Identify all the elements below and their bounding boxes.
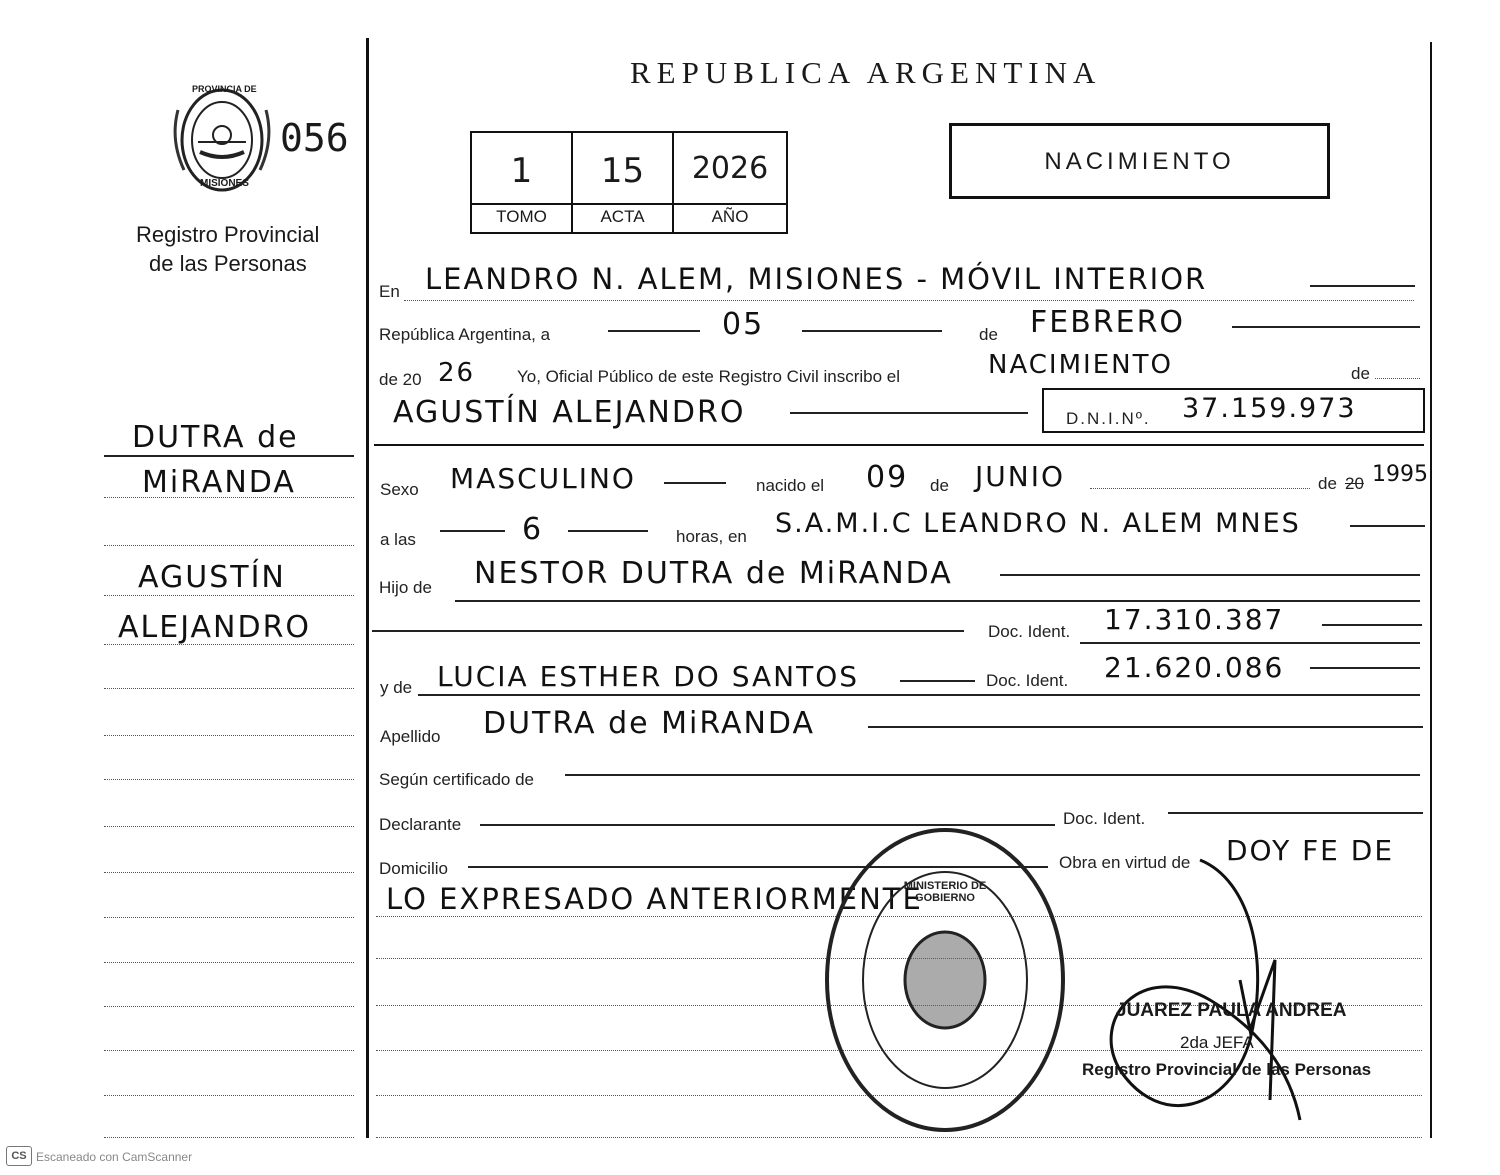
field-birth-place: S.A.M.I.C LEANDRO N. ALEM MNES bbox=[775, 508, 1301, 539]
label-hijo-de: Hijo de bbox=[379, 578, 432, 597]
label-sexo: Sexo bbox=[380, 480, 419, 499]
label-en: En bbox=[379, 282, 400, 301]
label-y-de: y de bbox=[380, 678, 413, 697]
label-de-birth-month: de bbox=[930, 476, 949, 495]
field-day: 05 bbox=[722, 307, 765, 342]
act-type-box bbox=[949, 123, 1330, 199]
field-birth-day: 09 bbox=[866, 460, 909, 495]
label-mother-doc: Doc. Ident. bbox=[986, 671, 1069, 690]
margin-surname-line2: MiRANDA bbox=[142, 465, 296, 500]
struck-20: 20 bbox=[1345, 474, 1364, 493]
field-mother-doc: 21.620.086 bbox=[1104, 651, 1285, 684]
field-apellido: DUTRA de MiRANDA bbox=[483, 706, 816, 741]
label-de-birth-year: de bbox=[1318, 474, 1337, 493]
field-year-suffix: 26 bbox=[438, 358, 476, 388]
tomo-label: TOMO bbox=[496, 207, 547, 226]
label-declarante-doc: Doc. Ident. bbox=[1063, 809, 1146, 828]
label-horas-en: horas, en bbox=[676, 527, 747, 546]
label-declarante: Declarante bbox=[379, 815, 462, 834]
margin-name-line2: ALEJANDRO bbox=[118, 610, 312, 645]
acta-label: ACTA bbox=[600, 207, 645, 226]
field-full-name: AGUSTÍN ALEJANDRO bbox=[393, 395, 746, 430]
right-page-edge bbox=[1430, 42, 1432, 1138]
field-father: NESTOR DUTRA de MiRANDA bbox=[474, 556, 953, 591]
field-mother: LUCIA ESTHER DO SANTOS bbox=[437, 660, 860, 693]
stamp-inner-text: MINISTERIO DE GOBIERNO bbox=[903, 880, 987, 904]
field-birth-month: JUNIO bbox=[975, 460, 1065, 493]
anio-value: 2026 bbox=[691, 151, 769, 186]
label-nacido: nacido el bbox=[756, 476, 825, 495]
act-type: NACIMIENTO bbox=[1044, 148, 1235, 175]
anio-label: AÑO bbox=[711, 207, 749, 226]
label-a-las: a las bbox=[380, 530, 416, 549]
label-dni: D.N.I.Nº. bbox=[1066, 409, 1151, 428]
page-number: 056 bbox=[280, 116, 349, 160]
margin-name-line1: AGUSTÍN bbox=[138, 560, 286, 595]
label-certificado: Según certificado de bbox=[379, 770, 534, 789]
scanner-text: Escaneado con CamScanner bbox=[36, 1150, 193, 1164]
field-event: NACIMIENTO bbox=[988, 350, 1173, 380]
label-domicilio: Domicilio bbox=[379, 859, 448, 878]
field-hour: 6 bbox=[522, 512, 544, 547]
tomo-value: 1 bbox=[510, 151, 533, 191]
scanner-badge: CS bbox=[6, 1146, 32, 1166]
label-de-event: de bbox=[1351, 364, 1370, 383]
record-number-box bbox=[470, 131, 788, 234]
label-de-month: de bbox=[979, 325, 998, 344]
acta-value: 15 bbox=[600, 151, 645, 191]
handwritten-signature bbox=[1100, 840, 1360, 1140]
registry-name-line2: de las Personas bbox=[149, 251, 307, 276]
field-place: LEANDRO N. ALEM, MISIONES - MÓVIL INTERIOR bbox=[425, 262, 1208, 296]
official-stamp bbox=[815, 820, 1075, 1140]
field-sexo: MASCULINO bbox=[450, 462, 636, 495]
label-father-doc: Doc. Ident. bbox=[988, 622, 1071, 641]
signatory-name: JUAREZ PAULA ANDREA bbox=[1116, 1000, 1347, 1021]
margin-surname-line1: DUTRA de bbox=[132, 420, 299, 455]
signatory-office: Registro Provincial de las Personas bbox=[1082, 1060, 1372, 1079]
label-obra: Obra en virtud de bbox=[1059, 853, 1191, 872]
provincial-seal bbox=[170, 80, 274, 200]
field-father-doc: 17.310.387 bbox=[1104, 603, 1285, 636]
margin-divider bbox=[366, 38, 369, 1138]
field-month: FEBRERO bbox=[1030, 305, 1186, 340]
field-obra-cont: LO EXPRESADO ANTERIORMENTE bbox=[386, 882, 923, 916]
field-obra: DOY FE DE bbox=[1226, 834, 1395, 867]
dni-box bbox=[1042, 388, 1425, 433]
label-yo-oficial: Yo, Oficial Público de este Registro Civil inscribo el bbox=[517, 367, 900, 386]
label-apellido: Apellido bbox=[380, 727, 441, 746]
signatory-title: 2da JEFA bbox=[1180, 1033, 1254, 1052]
label-de20: de 20 bbox=[379, 370, 422, 389]
field-birth-year: 1995 bbox=[1372, 462, 1428, 487]
label-republica: República Argentina, a bbox=[379, 325, 551, 344]
seal-text-bottom: MISIONES bbox=[200, 178, 249, 189]
country-title: REPUBLICA ARGENTINA bbox=[630, 55, 1102, 90]
seal-text-top: PROVINCIA DE bbox=[192, 84, 257, 94]
registry-name-line1: Registro Provincial bbox=[136, 222, 320, 247]
field-dni: 37.159.973 bbox=[1182, 393, 1357, 424]
